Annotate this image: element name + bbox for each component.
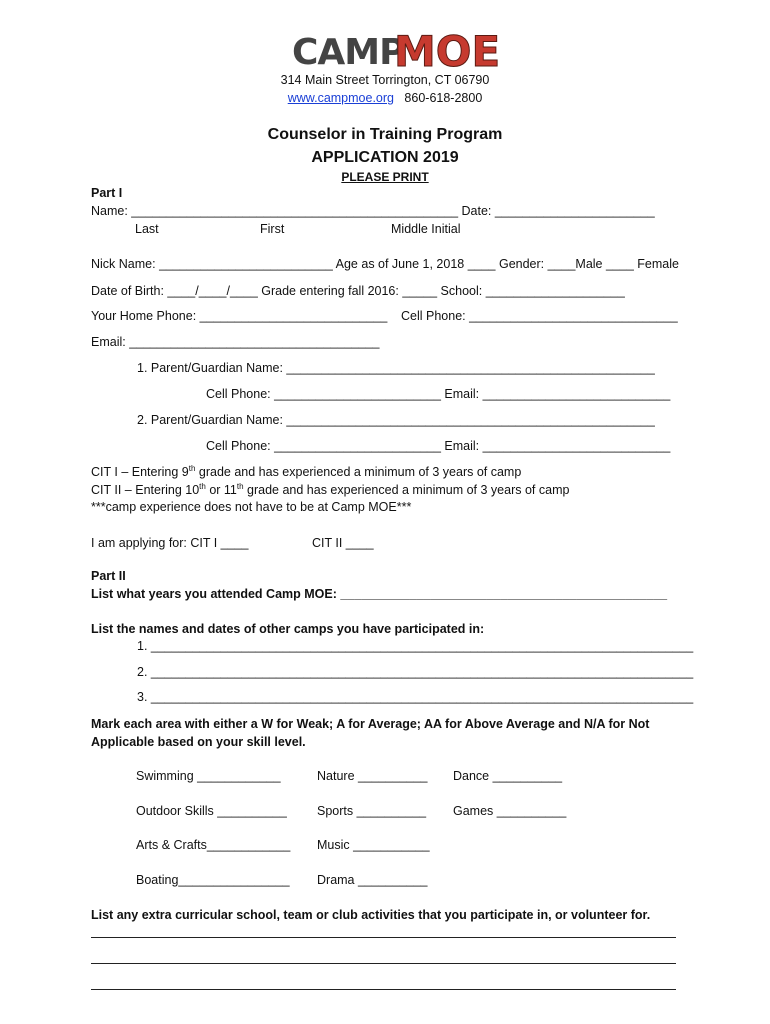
svg-text:CAMP: CAMP (292, 32, 405, 73)
other-camps-heading: List the names and dates of other camps you have participated in: (91, 622, 485, 636)
skill-dance[interactable]: Dance __________ (453, 769, 563, 783)
page-title: Counselor in Training Program (267, 126, 503, 143)
cit1-text-b: grade and has experienced a minimum of 3 years of camp (195, 465, 522, 479)
home-phone-field[interactable]: Your Home Phone: ___________________________ (91, 309, 388, 323)
cit2-sup1: th (199, 481, 206, 491)
address: 314 Main Street Torrington, CT 06790 (280, 73, 490, 87)
name-sub-middle: Middle Initial (391, 222, 461, 236)
extracurricular-line-3[interactable] (91, 989, 676, 990)
other-camp-line-3[interactable]: 3. ______________________________________________________________________________ (137, 690, 694, 704)
cit2-text-mid: or 11 (205, 483, 237, 497)
camp-moe-logo (0, 26, 770, 75)
cell-phone-field[interactable]: Cell Phone: ______________________________ (401, 309, 678, 323)
cit1-sup: th (188, 463, 196, 473)
skill-sports[interactable]: Sports __________ (317, 804, 427, 818)
cit2-text-a: CIT II – Entering 10 (91, 483, 200, 497)
skill-swimming[interactable]: Swimming ____________ (136, 769, 281, 783)
guardian1-name-field[interactable]: 1. Parent/Guardian Name: _____________________________________________________ (137, 361, 655, 375)
skill-instruction-1: Mark each area with either a W for Weak; A for Average; AA for Above Average and N/A for Not (91, 717, 650, 731)
skill-boating[interactable]: Boating________________ (136, 873, 290, 887)
extracurricular-heading: List any extra curricular school, team or club activities that you participate in, or volunteer for. (91, 908, 651, 922)
other-camp-line-1[interactable]: 1. ______________________________________________________________________________ (137, 639, 694, 653)
cit2-text-b: grade and has experienced a minimum of 3 years of camp (243, 483, 570, 497)
applying-cit1-field[interactable]: I am applying for: CIT I ____ (91, 536, 249, 550)
skill-games[interactable]: Games __________ (453, 804, 567, 818)
extracurricular-line-2[interactable] (91, 963, 676, 964)
logo-graphic (290, 26, 501, 76)
skill-drama[interactable]: Drama __________ (317, 873, 428, 887)
contact-line (0, 91, 770, 105)
guardian2-name-field[interactable]: 2. Parent/Guardian Name: _____________________________________________________ (137, 413, 655, 427)
guardian2-contact-field[interactable]: Cell Phone: ________________________ Email: ___________________________ (206, 439, 671, 453)
camp-note: ***camp experience does not have to be at Camp MOE*** (91, 500, 412, 514)
other-camp-line-2[interactable]: 2. ______________________________________________________________________________ (137, 665, 694, 679)
email-field[interactable]: Email: ____________________________________ (91, 335, 380, 349)
name-date-field[interactable]: Name: _______________________________________________ Date: _______________________ (91, 204, 655, 218)
phone-number: 860-618-2800 (404, 91, 483, 105)
extracurricular-line-1[interactable] (91, 937, 676, 938)
print-instruction: PLEASE PRINT (341, 170, 429, 184)
skill-instruction-2: Applicable based on your skill level. (91, 735, 306, 749)
nickname-age-gender-field[interactable]: Nick Name: _________________________ Age as of June 1, 2018 ____ Gender: ____Male ____ Female (91, 257, 679, 271)
page-subtitle: APPLICATION 2019 (311, 149, 459, 166)
part2-heading: Part II (91, 569, 126, 583)
cit1-text-a: CIT I – Entering 9 (91, 465, 189, 479)
dob-grade-school-field[interactable]: Date of Birth: ____/____/____ Grade entering fall 2016: _____ School: ____________________ (91, 284, 625, 298)
skill-arts[interactable]: Arts & Crafts____________ (136, 838, 291, 852)
cit1-description (91, 465, 521, 479)
website-link[interactable]: www.campmoe.org (287, 91, 394, 105)
cit2-sup2: th (236, 481, 244, 491)
cit2-description (91, 483, 569, 497)
part1-heading: Part I (91, 186, 123, 200)
svg-text:MOE: MOE (394, 27, 501, 76)
skill-nature[interactable]: Nature __________ (317, 769, 428, 783)
years-attended-field[interactable]: List what years you attended Camp MOE: _______________________________________________ (91, 587, 668, 601)
skill-music[interactable]: Music ___________ (317, 838, 430, 852)
applying-cit2-field[interactable]: CIT II ____ (312, 536, 374, 550)
name-sub-last: Last (135, 222, 159, 236)
skill-outdoor[interactable]: Outdoor Skills __________ (136, 804, 287, 818)
guardian1-contact-field[interactable]: Cell Phone: ________________________ Email: ___________________________ (206, 387, 671, 401)
name-sub-first: First (260, 222, 285, 236)
